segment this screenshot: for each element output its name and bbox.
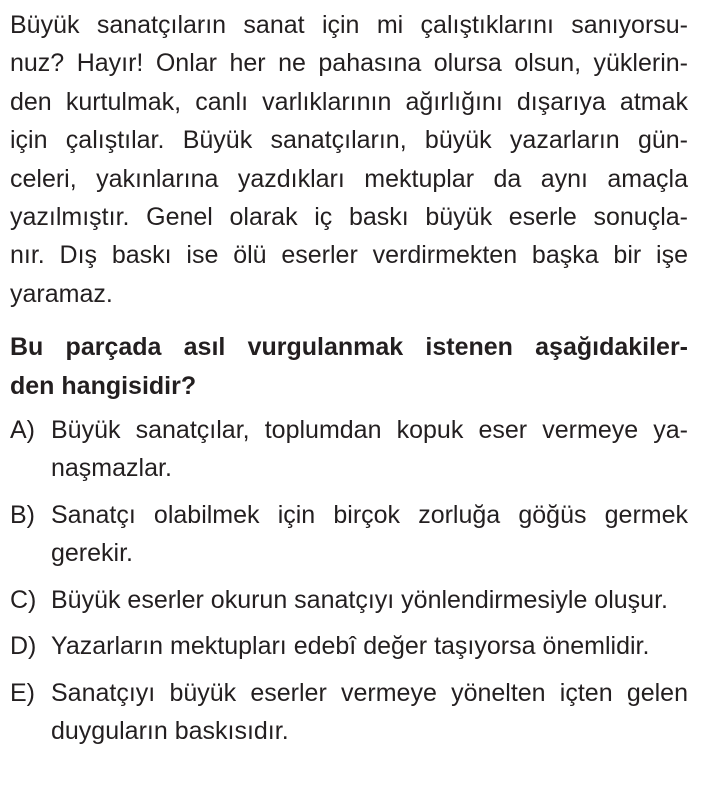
- option-a[interactable]: [10, 411, 688, 488]
- option-letter: B): [10, 500, 35, 529]
- option-d[interactable]: [10, 627, 688, 665]
- answer-options: [10, 411, 688, 750]
- option-text-line: duyguların baskısıdır.: [51, 716, 289, 745]
- passage-line: Büyük sanatçıların sanat için mi çalıştıklarını sanıyorsu-: [10, 11, 688, 39]
- question-stem: [10, 328, 688, 405]
- passage-line: için çalıştılar. Büyük sanatçıların, büyük yazarların gün-: [10, 126, 688, 155]
- option-text-line: Büyük eserler okurun sanatçıyı yönlendirmesiyle oluşur.: [51, 585, 668, 614]
- option-text-line: Yazarların mektupları edebî değer taşıyorsa önemlidir.: [51, 632, 650, 661]
- option-letter: C): [10, 585, 37, 614]
- passage-line: nır. Dış baskı ise ölü eserler verdirmekten başka bir işe: [10, 241, 688, 270]
- option-text-line: gerekir.: [51, 539, 133, 568]
- option-text-line: Sanatçı olabilmek için birçok zorluğa göğüs germek: [51, 500, 688, 529]
- question-line: Bu parçada asıl vurgulanmak istenen aşağıdakiler-: [10, 333, 688, 362]
- option-text-line: Sanatçıyı büyük eserler vermeye yönelten içten gelen: [51, 678, 688, 707]
- passage-line: yaramaz.: [10, 279, 113, 308]
- passage-line: celeri, yakınlarına yazdıkları mektuplar da aynı amaçla: [10, 164, 688, 193]
- option-letter: E): [10, 678, 35, 707]
- option-text-line: Büyük sanatçılar, toplumdan kopuk eser vermeye ya-: [51, 416, 688, 445]
- passage-line: yazılmıştır. Genel olarak iç baskı büyük eserle sonuçla-: [10, 203, 688, 232]
- option-letter: D): [10, 632, 37, 661]
- option-e[interactable]: [10, 674, 688, 751]
- passage-line: nuz? Hayır! Onlar her ne pahasına olursa olsun, yüklerin-: [10, 49, 688, 78]
- option-b[interactable]: [10, 496, 688, 573]
- option-c[interactable]: [10, 581, 688, 619]
- passage-line: den kurtulmak, canlı varlıklarının ağırlığını dışarıya atmak: [10, 87, 688, 116]
- option-letter: A): [10, 416, 35, 445]
- passage-text: [10, 6, 688, 313]
- question-line: den hangisidir?: [10, 371, 197, 400]
- option-text-line: naşmazlar.: [51, 454, 172, 483]
